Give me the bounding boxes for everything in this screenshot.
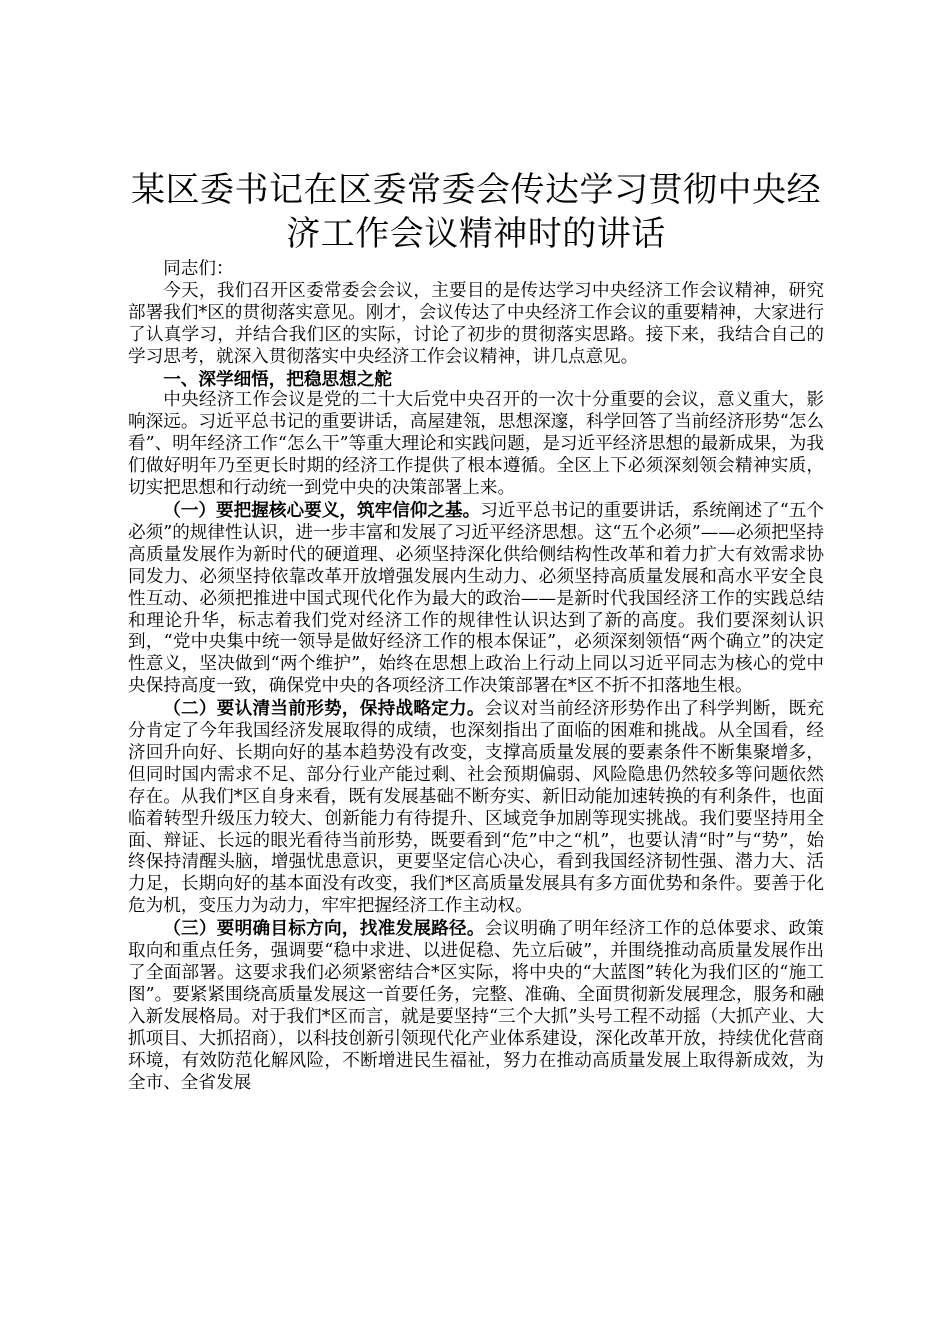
section-heading: 一、深学细悟，把稳思想之舵 — [163, 368, 392, 390]
section-paragraph: 中央经济工作会议是党的二十大后党中央召开的一次十分重要的会议，意义重大，影响深远。习近平总书记的重要讲话，高屋建瓴，思想深邃，科学回答了当前经济形势“怎么看”、明年经济工作“怎么干”等重大理论和实践问题，是习近平经济思想的最新成果，为我们做好明年乃至更长时期的经济工作提供了根本遵循。全区上下必须深刻领会精神实质，切实把思想和行动统一到党中央的决策部署上来。 — [128, 390, 824, 499]
point-lead-1: （一）要把握核心要义，筑牢信仰之基。 — [163, 499, 481, 521]
point-paragraph-2 — [128, 698, 824, 918]
salutation: 同志们： — [163, 259, 234, 279]
point-body-2: 会议对当前经济形势作出了科学判断，既充分肯定了今年我国经济发展取得的成绩，也深刻指出了面临的困难和挑战。从全国看，经济回升向好、长期向好的基本趋势没有改变，支撑高质量发展的要素条件不断集聚增多，但同时国内需求不足、部分行业产能过剩、社会预期偏弱、风险隐患仍然较多等问题依然存在。从我们*区自身来看，既有发展基础不断夯实、新旧动能加速转换的有利条件，也面临着转型升级压力较大、创新能力有待提升、区域竞争加剧等现实挑战。我们要坚持用全面、辩证、长远的眼光看待当前形势，既要看到“危”中之“机”，也要认清“时”与“势”，始终保持清醒头脑，增强忧患意识，更要坚定信心决心，看到我国经济韧性强、潜力大、活力足，长期向好的基本面没有改变，我们*区高质量发展具有多方面优势和条件。要善于化危为机，变压力为动力，牢牢把握经济工作主动权。 — [128, 699, 824, 917]
document-page — [128, 168, 824, 1094]
point-lead-3: （三）要明确目标方向，找准发展路径。 — [163, 918, 485, 940]
point-body-1: 习近平总书记的重要讲话，系统阐述了“五个必须”的规律性认识，进一步丰富和发展了习近平经济思想。这“五个必须”——必须把坚持高质量发展作为新时代的硬道理、必须坚持深化供给侧结构性改革和着力扩大有效需求协同发力、必须坚持依靠改革开放增强发展内生动力、必须坚持高质量发展和高水平安全良性互动、必须把推进中国式现代化作为最大的政治——是新时代我国经济工作的实践总结和理论升华，标志着我们党对经济工作的规律性认识达到了新的高度。我们要深刻认识到，“党中央集中统一领导是做好经济工作的根本保证”，必须深刻领悟“两个确立”的决定性意义，坚决做到“两个维护”，始终在思想上政治上行动上同以习近平同志为核心的党中央保持高度一致，确保党中央的各项经济工作决策部署在*区不折不扣落地生根。 — [128, 500, 824, 697]
point-paragraph-1 — [128, 500, 824, 698]
document-title: 某区委书记在区委常委会传达学习贯彻中央经济工作会议精神时的讲话 — [131, 170, 821, 254]
point-body-3: 会议明确了明年经济工作的总体要求、政策取向和重点任务，强调要“稳中求进、以进促稳、先立后破”，并围绕推动高质量发展作出了全面部署。这要求我们必须紧密结合*区实际，将中央的“大蓝图”转化为我们区的“施工图”。要紧紧围绕高质量发展这一首要任务，完整、准确、全面贯彻新发展理念，服务和融入新发展格局。对于我们*区而言，就是要坚持“三个大抓”头号工程不动摇（大抓产业、大抓项目、大抓招商），以科技创新引领现代化产业体系建设，深化改革开放，持续优化营商环境，有效防范化解风险，不断增进民生福祉，努力在推动高质量发展上取得新成效，为全市、全省发展 — [128, 919, 824, 1093]
point-lead-2: （二）要认清当前形势，保持战略定力。 — [163, 698, 485, 720]
point-paragraph-3 — [128, 918, 824, 1094]
intro-paragraph: 今天，我们召开区委常委会会议，主要目的是传达学习中央经济工作会议精神，研究部署我们*区的贯彻落实意见。刚才，会议传达了中央经济工作会议的重要精神，大家进行了认真学习，并结合我们区的实际，讨论了初步的贯彻落实思路。接下来，我结合自己的学习思考，就深入贯彻落实中央经济工作会议精神，讲几点意见。 — [128, 280, 824, 367]
